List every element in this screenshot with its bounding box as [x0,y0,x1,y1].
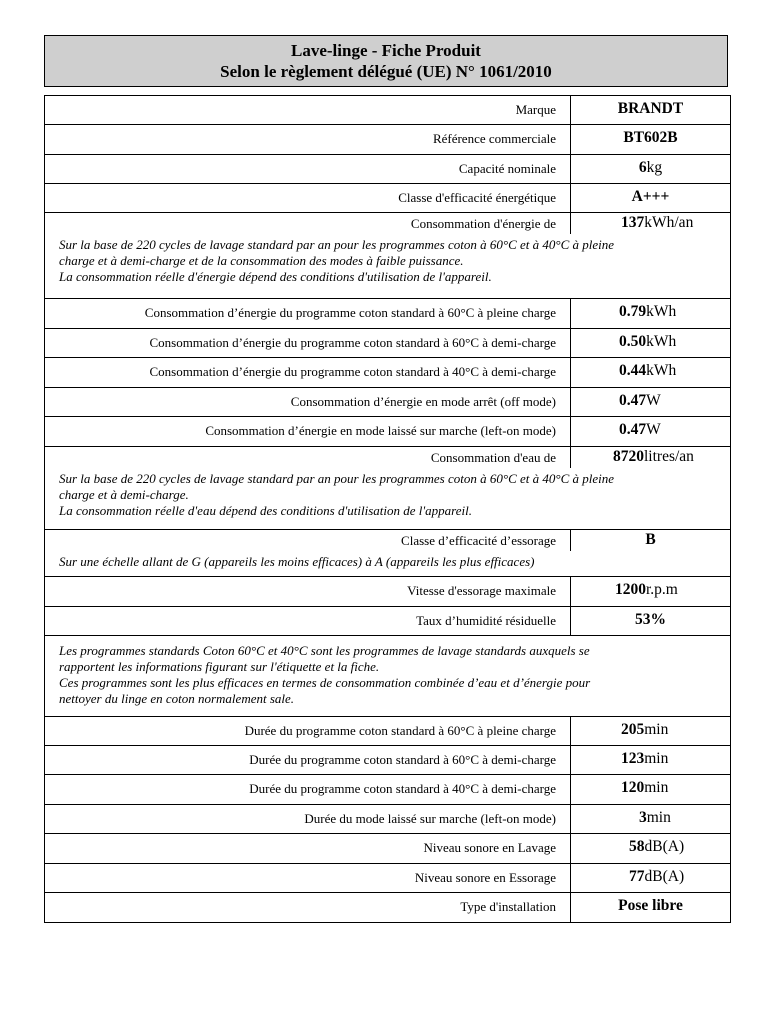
row-reference [45,125,730,155]
spin-note: Sur une échelle allant de G (appareils les moins efficaces) à A (appareils les plus efficaces) [59,554,535,569]
row-label: Vitesse d'essorage maximale [407,583,556,598]
row-label: Marque [515,102,556,117]
row-value: 0.47W [570,388,730,416]
sheet-header [44,35,728,87]
row-label: Consommation d’énergie du programme coton standard à 60°C à pleine charge [144,305,556,320]
row-label: Capacité nominale [458,161,556,176]
row-label: Consommation d'eau de [430,450,556,465]
row-left-on-mode [45,417,730,447]
row-label: Consommation d’énergie du programme coton standard à 40°C à demi-charge [149,364,556,379]
row-value: B [570,530,730,551]
row-label: Durée du programme coton standard à 40°C à demi-charge [249,781,556,796]
row-value: A+++ [570,184,730,212]
row-duration60-full [45,717,730,746]
row-value: BT602B [570,125,730,154]
programs-note-block [45,636,730,717]
row-value: 6kg [570,155,730,183]
row-energy-class [45,184,730,213]
row-noise-wash [45,834,730,864]
row-water-consumption [45,447,730,530]
row-value: 53% [570,607,730,635]
row-label: Durée du programme coton standard à 60°C à demi-charge [249,752,556,767]
row-energy-consumption [45,213,730,299]
row-spin-class [45,530,730,577]
row-label: Consommation d’énergie du programme coton standard à 60°C à demi-charge [149,335,556,350]
row-off-mode [45,388,730,417]
row-label: Durée du mode laissé sur marche (left-on mode) [304,811,556,826]
row-value: 0.44kWh [570,358,730,387]
row-label: Consommation d’énergie en mode arrêt (off mode) [290,394,556,409]
row-cotton40-half [45,358,730,388]
row-value: 123min [570,746,730,774]
row-value: 0.79kWh [570,299,730,328]
row-value: 205min [570,717,730,745]
row-max-spin [45,577,730,607]
row-value: BRANDT [570,96,730,124]
row-value: 58dB(A) [570,834,730,863]
row-cotton60-half [45,329,730,358]
row-label: Durée du programme coton standard à 60°C à pleine charge [244,723,556,738]
water-note: Sur la base de 220 cycles de lavage standard par an pour les programmes coton à 60°C et à 40°C à pleine charge et à demi-charge. La consommation réelle d'eau dépend des conditions d'utilisation de l'appareil. [59,471,615,518]
row-label: Consommation d'énergie de [410,216,556,231]
row-value: 1200r.p.m [570,577,730,606]
energy-note: Sur la base de 220 cycles de lavage standard par an pour les programmes coton à 60°C et à 40°C à pleine charge et à demi-charge et de la consommation des modes à faible puissance. La consommation réelle d'énergie dépend des conditions d'utilisation de l'appareil. [59,237,615,284]
row-value: 77dB(A) [570,864,730,892]
row-installation [45,893,730,922]
row-value: 8720litres/an [570,447,730,468]
row-label: Référence commerciale [432,131,556,146]
row-cotton60-full [45,299,730,329]
row-value: 0.47W [570,417,730,446]
row-label: Niveau sonore en Essorage [414,870,556,885]
row-value: Pose libre [570,893,730,922]
row-label: Type d'installation [460,899,556,914]
programs-note: Les programmes standards Coton 60°C et 40°C sont les programmes de lavage standards auxquels se rapportent les informations figurant sur l'étiquette et la fiche. Ces programmes sont les plus efficaces en termes de consommation combinée d’eau et d’énergie pour nettoyer du linge en coton normalement sale. [59,643,591,706]
sheet-title: Lave-linge - Fiche Produit [291,41,481,60]
row-brand [45,96,730,125]
row-duration60-half [45,746,730,775]
row-label: Taux d’humidité résiduelle [416,613,556,628]
product-sheet-table [44,95,731,923]
row-label: Niveau sonore en Lavage [423,840,556,855]
row-label: Consommation d’énergie en mode laissé sur marche (left-on mode) [205,423,556,438]
sheet-regulation: Selon le règlement délégué (UE) N° 1061/2010 [220,62,552,81]
row-value: 0.50kWh [570,329,730,357]
row-value: 120min [570,775,730,804]
row-capacity [45,155,730,184]
row-value: 3min [570,805,730,833]
row-noise-spin [45,864,730,893]
row-value: 137kWh/an [570,213,730,234]
row-left-on-duration [45,805,730,834]
row-duration40-half [45,775,730,805]
row-humidity [45,607,730,636]
row-label: Classe d’efficacité d’essorage [401,533,556,548]
row-label: Classe d'efficacité énergétique [398,190,556,205]
